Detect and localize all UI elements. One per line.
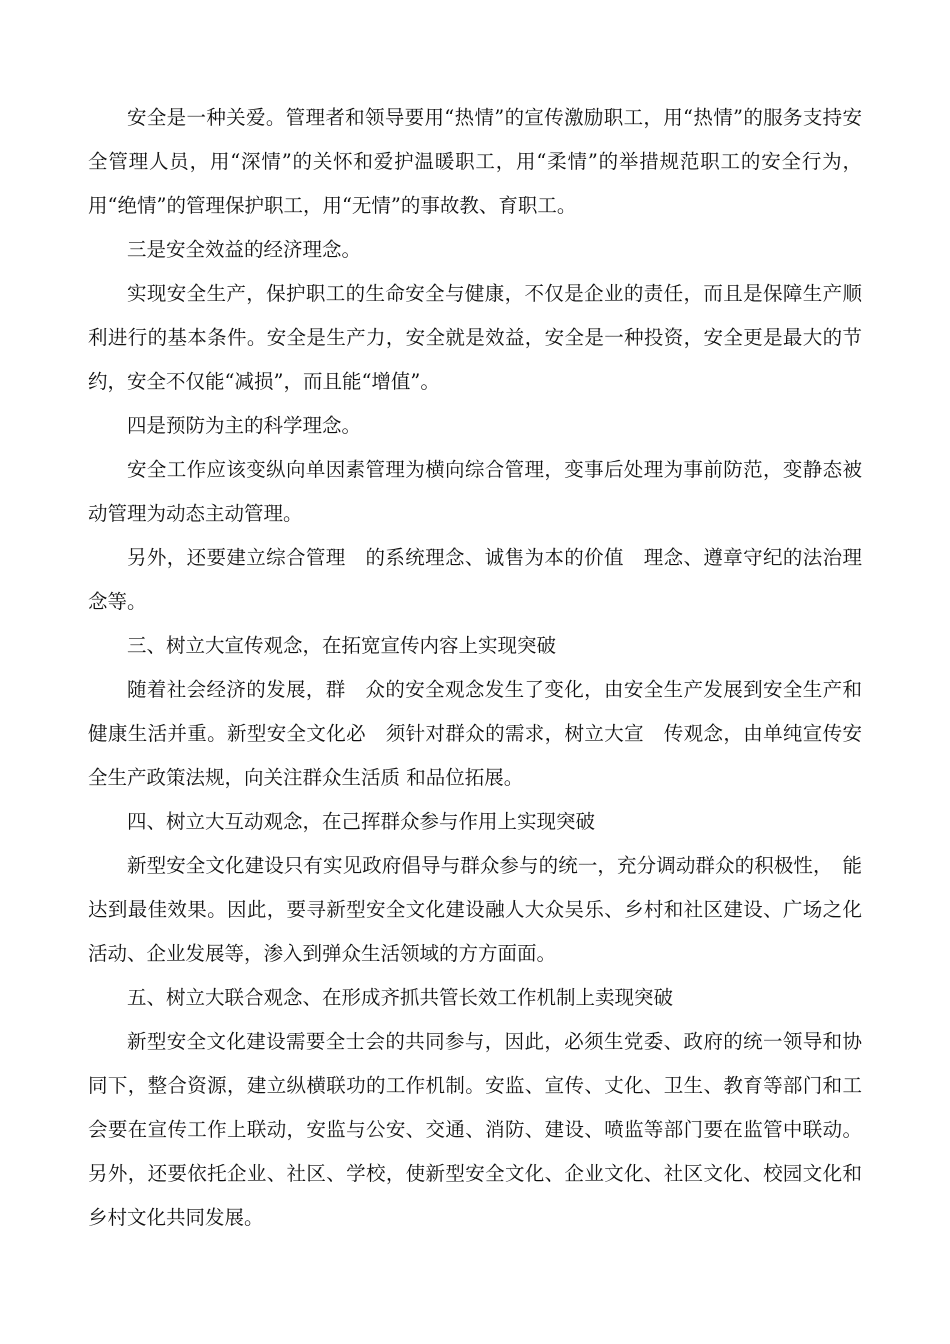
paragraph: 新型安全文化建设只有实见政府倡导与群众参与的统一，充分调动群众的积极性， 能达到最佳效果。因此，要寻新型安全文化建设融人大众吴乐、乡村和社区建设、广场之化活动、企业发展等，渗入到弹众生活领域的方方面面。 — [88, 854, 862, 965]
paragraph: 安全是一种关爱。管理者和领导要用“热情”的宣传激励职工，用“热情”的服务支持安全管理人员，用“深情”的关怀和爱护温暖职工，用“柔情”的举措规范职工的安全行为，用“绝情”的管理保护职工，用“无情”的事故教、育职工。 — [88, 106, 862, 217]
paragraph: 实现安全生产，保护职工的生命安全与健康，不仅是企业的责任，而且是保障生产顺利进行的基本条件。安全是生产力，安全就是效益，安全是一种投资，安全更是最大的节约，安全不仅能“减损”，而且能“增值”。 — [88, 282, 862, 393]
document-body — [88, 96, 862, 1240]
paragraph: 三是安全效益的经济理念。 — [127, 238, 362, 261]
paragraph: 新型安全文化建设需要全士会的共同参与，因此，必须生党委、政府的统一领导和协同下，整合资源，建立纵横联功的工作机制。安监、宣传、丈化、卫生、教育等部门和工会要在宣传工作上联动，安监与公安、交通、消防、建设、喷监等部门要在监管中联动。另外，还要依托企业、社区、学校，使新型安全文化、企业文化、社区文化、校园文化和乡村文化共同发展。 — [88, 1030, 862, 1229]
paragraph: 四是预防为主的科学理念。 — [127, 414, 362, 437]
paragraph: 另外，还要建立综合管理 的系统理念、诚售为本的价值 理念、遵章守纪的法治理念等。 — [88, 546, 862, 613]
paragraph: 安全工作应该变纵向单因素管理为横向综合管理，变事后处理为事前防范，变静态被动管理为动态主动管理。 — [88, 458, 862, 525]
paragraph: 随着社会经济的发展，群 众的安全观念发生了变化，由安全生产发展到安全生产和健康生活并重。新型安全文化必 须针对群众的需求，树立大宣 传观念，由单纯宣传安全生产政策法规，向关注群众生活质 和品位拓展。 — [88, 678, 862, 789]
section-heading: 五、树立大联合观念、在形成齐抓共管长效工作机制上卖现突破 — [127, 986, 674, 1009]
section-heading: 三、树立大宣传观念，在拓宽宣传内容上实现突破 — [127, 634, 557, 657]
section-heading: 四、树立大互动观念，在己挥群众参与作用上实现突破 — [127, 810, 596, 833]
